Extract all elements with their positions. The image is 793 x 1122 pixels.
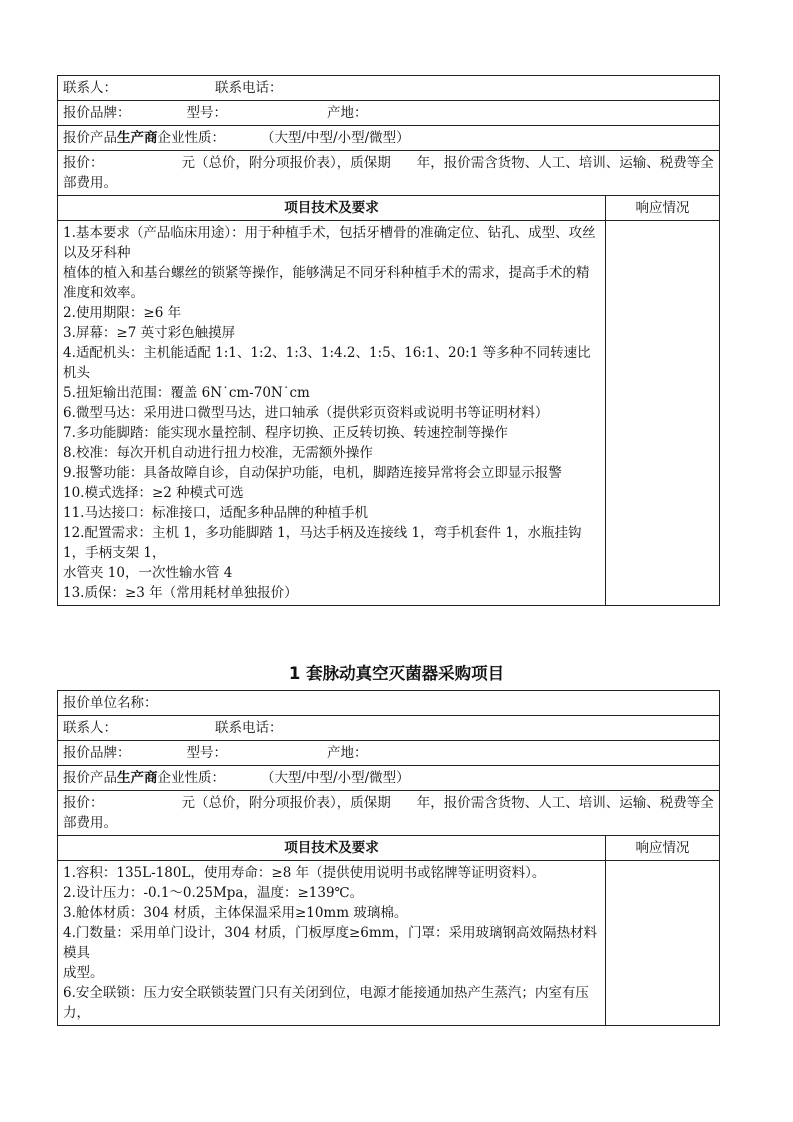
requirement-line: 6.安全联锁：压力安全联锁装置门只有关闭到位，电源才能接通加热产生蒸汽；内室有压力， xyxy=(63,985,589,1021)
header-row xyxy=(58,836,720,861)
contact-label: 联系人： xyxy=(63,80,117,96)
nature-options: （大型/中型/小型/微型） xyxy=(261,770,410,786)
contact-label: 联系人： xyxy=(63,720,117,736)
nature-options: （大型/中型/小型/微型） xyxy=(261,130,410,146)
requirement-line: 12.配置需求：主机 1，多功能脚踏 1，马达手柄及连接线 1，弯手机套件 1，水瓶挂钩 1，手柄支架 1， xyxy=(63,525,582,561)
response-header: 响应情况 xyxy=(606,196,720,221)
nature-prefix: 报价产品 xyxy=(63,770,117,786)
contact-row xyxy=(58,716,720,741)
enterprise-nature-row xyxy=(58,126,720,151)
phone-label: 联系电话： xyxy=(215,720,283,736)
requirement-line: 10.模式选择：≥2 种模式可选 xyxy=(63,485,244,501)
price-text-2: 年，报价需含货物、人工、培训、运输、税费等全部费用。 xyxy=(63,155,714,191)
price-text-2: 年，报价需含货物、人工、培训、运输、税费等全部费用。 xyxy=(63,795,714,831)
origin-label: 产地： xyxy=(327,745,368,761)
response-cell[interactable] xyxy=(606,861,720,1026)
requirement-line: 2.使用期限：≥6 年 xyxy=(63,305,182,321)
brand-row xyxy=(58,741,720,766)
quote-form-table-1 xyxy=(57,75,720,606)
price-row xyxy=(58,791,720,836)
header-row xyxy=(58,196,720,221)
model-label: 型号： xyxy=(186,105,227,121)
response-header: 响应情况 xyxy=(606,836,720,861)
price-row xyxy=(58,151,720,196)
requirement-line: 1.容积：135L-180L，使用寿命：≥8 年（提供使用说明书或铭牌等证明资料）。 xyxy=(63,865,546,881)
requirement-line: 7.多功能脚踏：能实现水量控制、程序切换、正反转切换、转速控制等操作 xyxy=(63,425,508,441)
section-title: 1 套脉动真空灭菌器采购项目 xyxy=(288,664,505,683)
requirements-row xyxy=(58,861,720,1026)
unit-name-row xyxy=(58,691,720,716)
requirement-line: 8.校准：每次开机自动进行扭力校准，无需额外操作 xyxy=(63,445,373,461)
brand-label: 报价品牌： xyxy=(63,745,131,761)
nature-suffix: 企业性质： xyxy=(157,130,225,146)
nature-prefix: 报价产品 xyxy=(63,130,117,146)
requirement-line: 9.报警功能：具备故障自诊，自动保护功能，电机，脚踏连接异常将会立即显示报警 xyxy=(63,465,562,481)
response-cell[interactable] xyxy=(606,221,720,606)
requirements-cell xyxy=(58,221,606,606)
price-label: 报价： xyxy=(63,155,104,171)
requirements-header: 项目技术及要求 xyxy=(58,836,606,861)
nature-suffix: 企业性质： xyxy=(157,770,225,786)
requirement-line: 1.基本要求（产品临床用途）：用于种植手术，包括牙槽骨的准确定位、钻孔、成型、攻丝以及牙科种 xyxy=(63,225,596,261)
price-text-1: 元（总价，附分项报价表），质保期 xyxy=(181,155,391,171)
requirement-line: 3.屏幕：≥7 英寸彩色触摸屏 xyxy=(63,325,236,341)
requirement-line: 4.适配机头：主机能适配 1:1、1:2、1:3、1:4.2、1:5、16:1、20:1 等多种不同转速比机头 xyxy=(63,345,591,381)
brand-row xyxy=(58,101,720,126)
price-text-1: 元（总价，附分项报价表），质保期 xyxy=(181,795,391,811)
requirement-line: 11.马达接口：标准接口，适配多种品牌的种植手机 xyxy=(63,505,368,521)
requirement-line: 5.扭矩输出范围：覆盖 6N˙cm-70N˙cm xyxy=(63,385,310,401)
requirement-line: 2.设计压力：-0.1～0.25Mpa，温度：≥139℃。 xyxy=(63,885,364,901)
requirements-row xyxy=(58,221,720,606)
requirements-cell xyxy=(58,861,606,1026)
brand-label: 报价品牌： xyxy=(63,105,131,121)
contact-row xyxy=(58,76,720,101)
phone-label: 联系电话： xyxy=(215,80,283,96)
nature-producer: 生产商 xyxy=(117,770,158,786)
requirement-line: 水管夹 10，一次性输水管 4 xyxy=(63,565,233,581)
requirement-line: 3.舱体材质：304 材质，主体保温采用≥10mm 玻璃棉。 xyxy=(63,905,408,921)
model-label: 型号： xyxy=(186,745,227,761)
nature-producer: 生产商 xyxy=(117,130,158,146)
requirement-line: 13.质保：≥3 年（常用耗材单独报价） xyxy=(63,585,298,601)
unit-name-label: 报价单位名称： xyxy=(63,695,158,711)
price-label: 报价： xyxy=(63,795,104,811)
requirements-header: 项目技术及要求 xyxy=(58,196,606,221)
requirement-line: 植体的植入和基台螺丝的锁紧等操作，能够满足不同牙科种植手术的需求，提高手术的精准度和效率。 xyxy=(63,265,590,301)
quote-form-table-2 xyxy=(57,690,720,1026)
requirement-line: 成型。 xyxy=(63,965,104,981)
requirement-line: 4.门数量：采用单门设计，304 材质，门板厚度≥6mm，门罩：采用玻璃钢高效隔热材料模具 xyxy=(63,925,597,961)
origin-label: 产地： xyxy=(327,105,368,121)
enterprise-nature-row xyxy=(58,766,720,791)
requirement-line: 6.微型马达：采用进口微型马达，进口轴承（提供彩页资料或说明书等证明材料） xyxy=(63,405,549,421)
